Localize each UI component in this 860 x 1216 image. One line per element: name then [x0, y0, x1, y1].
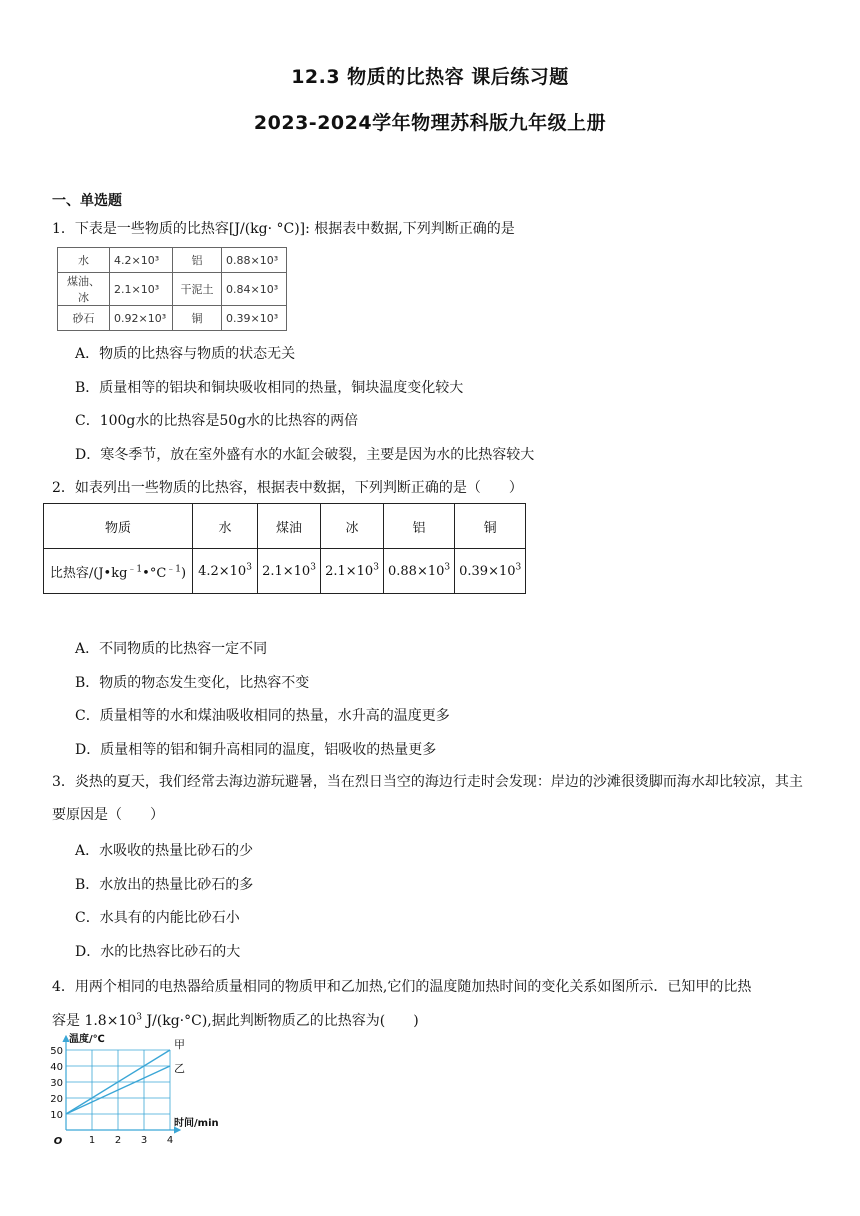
table-cell: [321, 549, 384, 594]
value-exponent: 3: [310, 562, 316, 573]
chart-series: [66, 1038, 185, 1114]
value-mantissa: 2.1×10: [325, 563, 374, 579]
q2-option-d[interactable]: D．质量相等的铝和铜升高相同的温度，铝吸收的热量更多: [75, 742, 437, 758]
question-4-stem-line1: 4．用两个相同的电热器给质量相同的物质甲和乙加热,它们的温度随加热时间的变化关系如图所示．已知甲的比热: [52, 979, 752, 995]
table-cell: 0.88×10³: [222, 248, 287, 273]
table-cell: 0.92×10³: [110, 306, 173, 331]
value-exponent: 3: [373, 562, 379, 573]
table-header-cell: 物质: [44, 504, 193, 549]
table-cell: 0.84×10³: [222, 273, 287, 306]
page-subtitle: 2023-2024学年物理苏科版九年级上册: [253, 112, 607, 134]
value-exponent: 3: [246, 562, 252, 573]
y-tick-label: 40: [50, 1062, 63, 1073]
q4-exponent: 3: [136, 1012, 142, 1023]
x-axis-label: 时间/min: [174, 1118, 219, 1129]
q2-option-c[interactable]: C．质量相等的水和煤油吸收相同的热量，水升高的温度更多: [75, 708, 450, 724]
table-cell: 4.2×10³: [110, 248, 173, 273]
x-tick-label: 4: [166, 1135, 174, 1146]
temperature-time-chart: [38, 1030, 219, 1150]
table-cell: 水: [58, 248, 110, 273]
table-cell: 0.39×10³: [222, 306, 287, 331]
row-label-unit: •°C: [142, 565, 167, 581]
x-tick-label: 2: [114, 1135, 122, 1146]
x-tick-label: 1: [88, 1135, 96, 1146]
y-tick-label: 30: [50, 1078, 63, 1089]
table-cell: 煤油、冰: [58, 273, 110, 306]
table-cell: 铝: [173, 248, 222, 273]
q4-text-a: 容是 1.8×10: [52, 1013, 137, 1029]
series-label-1: 甲: [174, 1038, 185, 1051]
value-exponent: 3: [515, 562, 522, 573]
q2-option-a[interactable]: A．不同物质的比热容一定不同: [75, 641, 268, 657]
q1-option-b[interactable]: B．质量相等的铝块和铜块吸收相同的热量，铜块温度变化较大: [75, 380, 464, 396]
q4-text-b: J/(kg·°C),据此判断物质乙的比热容为( ): [142, 1013, 419, 1029]
table-cell: 干泥土: [173, 273, 222, 306]
page-title: 12.3 物质的比热容 课后练习题: [291, 66, 569, 88]
table-cell: 2.1×10³: [110, 273, 173, 306]
q1-table: [57, 247, 287, 331]
table-header-cell: 冰: [321, 504, 384, 549]
table-cell: [384, 549, 455, 594]
value-mantissa: 0.39×10: [459, 563, 516, 579]
table-header-cell: 煤油: [258, 504, 321, 549]
section-heading: 一、单选题: [52, 193, 122, 209]
table-header-cell: 铜: [455, 504, 526, 549]
table-row: [44, 549, 526, 594]
question-1-stem: 1．下表是一些物质的比热容[J/(kg· °C)]: 根据表中数据,下列判断正确的是: [52, 221, 515, 237]
table-cell: 砂石: [58, 306, 110, 331]
q2-table: [43, 503, 526, 594]
table-row: [58, 306, 287, 331]
table-header-cell: 水: [193, 504, 258, 549]
y-tick-label: 50: [50, 1046, 63, 1057]
table-cell: [258, 549, 321, 594]
q2-option-b[interactable]: B．物质的物态发生变化，比热容不变: [75, 675, 310, 691]
table-cell: [193, 549, 258, 594]
table-row: [44, 504, 526, 549]
table-cell: [455, 549, 526, 594]
question-3-stem: 3．炎热的夏天，我们经常去海边游玩避暑，当在烈日当空的海边行走时会发现：岸边的沙滩很烫脚而海水却比较凉，其主要原因是（ ）: [52, 774, 803, 823]
row-label-close: ): [181, 565, 187, 581]
table-row: [58, 273, 287, 306]
q1-option-a[interactable]: A．物质的比热容与物质的状态无关: [75, 346, 296, 362]
q1-option-d[interactable]: D．寒冬季节，放在室外盛有水的水缸会破裂，主要是因为水的比热容较大: [75, 447, 535, 463]
value-exponent: 3: [444, 562, 451, 573]
y-axis-label: 温度/℃: [69, 1034, 105, 1045]
y-tick-label: 10: [50, 1110, 63, 1121]
row-label: [44, 549, 193, 594]
table-cell: 铜: [173, 306, 222, 331]
question-4-stem-line2: [52, 1010, 419, 1030]
value-mantissa: 4.2×10: [198, 563, 247, 579]
row-label-exponent: ﹣1: [166, 564, 182, 575]
value-mantissa: 0.88×10: [388, 563, 445, 579]
x-tick-label: 3: [140, 1135, 148, 1146]
value-mantissa: 2.1×10: [262, 563, 311, 579]
origin-label: O: [53, 1136, 63, 1147]
row-label-exponent: ﹣1: [127, 564, 143, 575]
q3-option-a[interactable]: A．水吸收的热量比砂石的少: [75, 843, 254, 859]
row-label-text: 比热容/(J•kg: [49, 565, 128, 581]
table-row: [58, 248, 287, 273]
q1-option-c[interactable]: C．100g水的比热容是50g水的比热容的两倍: [75, 413, 359, 429]
question-2-stem: 2．如表列出一些物质的比热容，根据表中数据，下列判断正确的是（ ）: [52, 480, 523, 496]
table-header-cell: 铝: [384, 504, 455, 549]
q3-option-c[interactable]: C．水具有的内能比砂石小: [75, 910, 240, 926]
series-label-2: 乙: [174, 1062, 185, 1075]
y-tick-label: 20: [50, 1094, 63, 1105]
q3-option-b[interactable]: B．水放出的热量比砂石的多: [75, 877, 254, 893]
q3-option-d[interactable]: D．水的比热容比砂石的大: [75, 944, 241, 960]
